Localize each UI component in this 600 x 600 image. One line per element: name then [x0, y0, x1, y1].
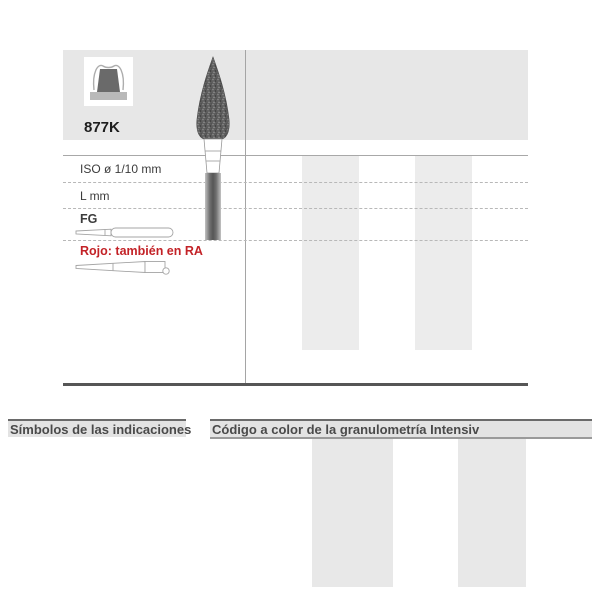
- bur-877k-image: [192, 53, 234, 240]
- code-column-band: [312, 437, 393, 587]
- bur-size-silhouettes: [63, 50, 528, 140]
- fg-label: FG: [80, 212, 98, 226]
- product-rows: [63, 155, 528, 279]
- length-label: L mm: [80, 188, 110, 203]
- length-row: [63, 182, 528, 208]
- product-table: [63, 50, 528, 386]
- ra-shank-icon: [75, 259, 173, 276]
- fg-shank-row: [63, 208, 528, 240]
- product-header: [63, 50, 528, 140]
- model-number: 877K: [84, 119, 120, 136]
- table-bottom-border: [63, 383, 528, 386]
- ra-note-row: [63, 240, 528, 279]
- iso-label: ISO ø 1/10 mm: [80, 162, 162, 176]
- grit-title: Código a color de la granulometría Intensiv: [210, 419, 592, 437]
- alt-grain-column-band: [458, 437, 526, 587]
- symbols-title: Símbolos de las indicaciones: [8, 419, 186, 437]
- fg-shank-icon: [75, 226, 175, 239]
- iso-row: [63, 155, 528, 182]
- grit-color-code-section: [210, 419, 592, 437]
- grit-rows: [210, 437, 592, 439]
- indication-symbols-section: [8, 419, 192, 444]
- ra-note: Rojo: también en RA: [80, 244, 203, 258]
